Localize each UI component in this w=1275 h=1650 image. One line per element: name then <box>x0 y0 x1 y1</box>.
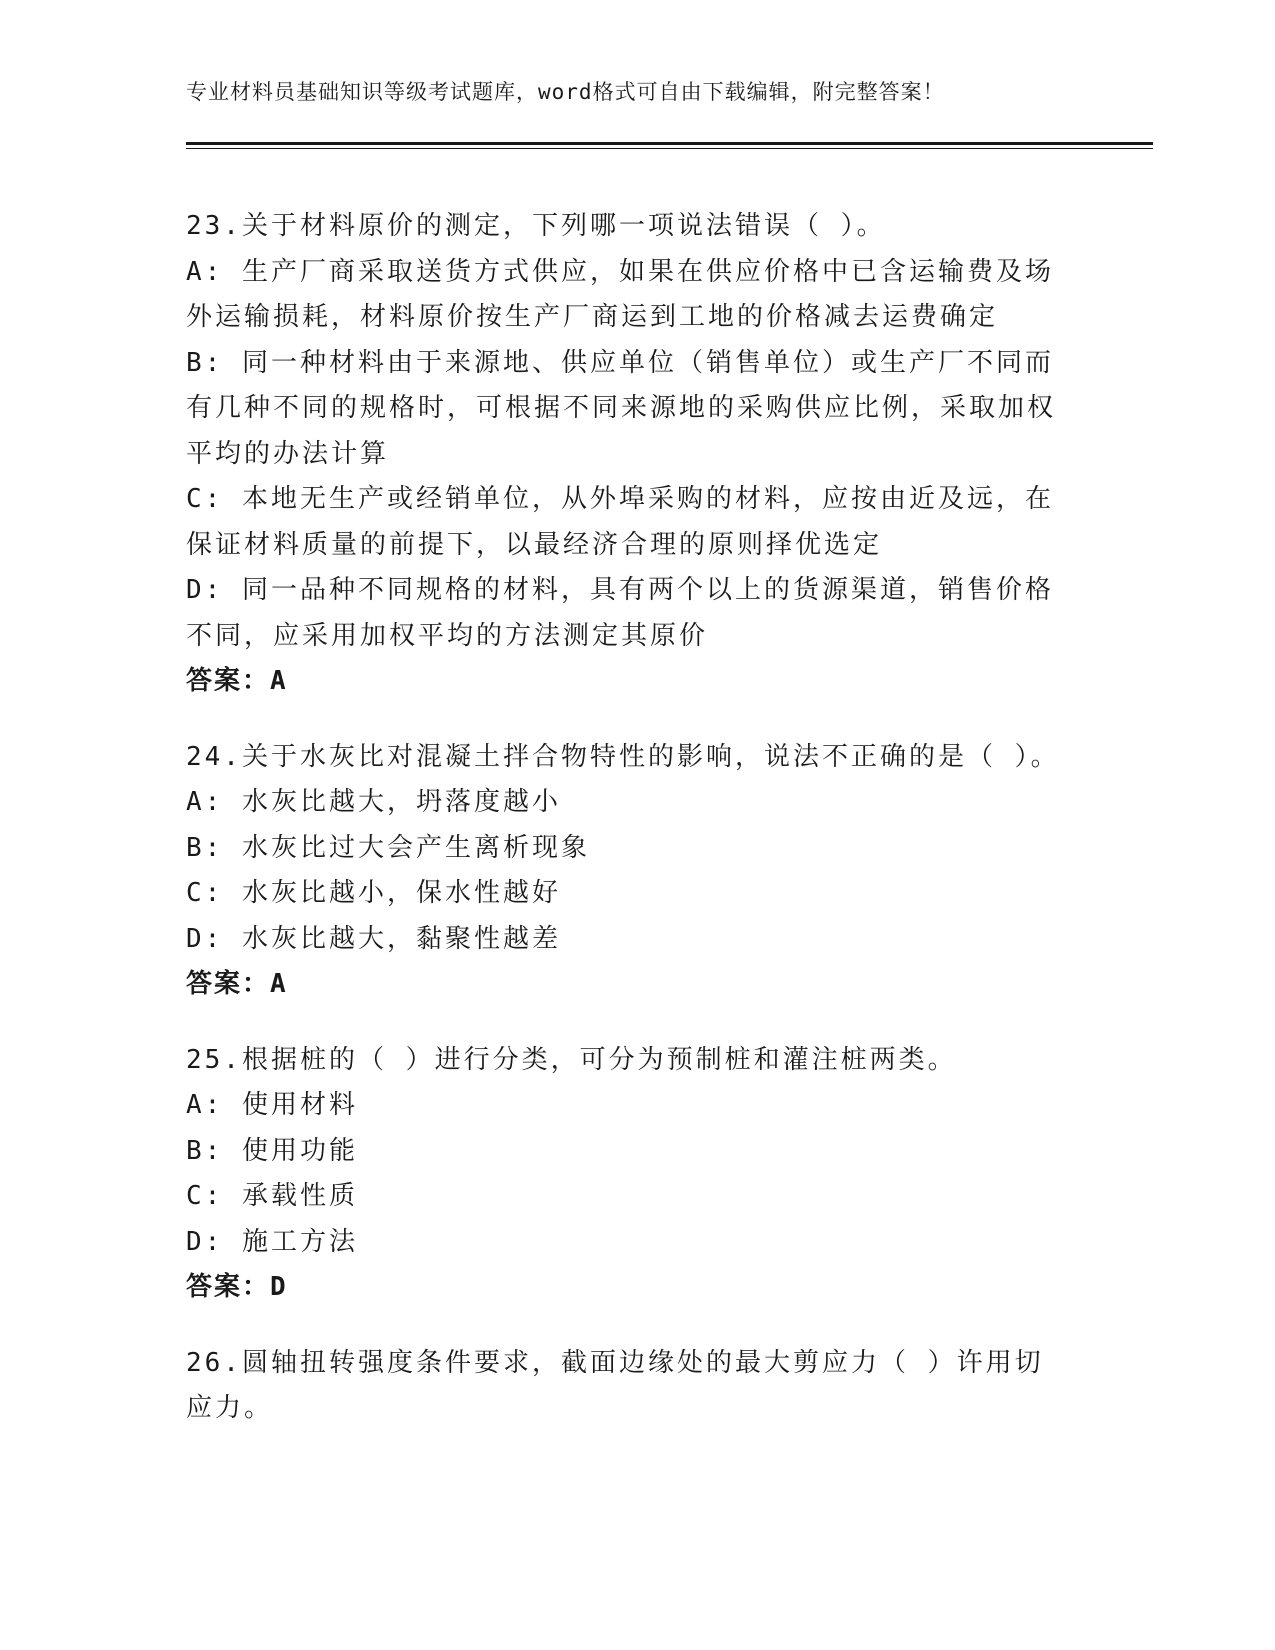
question-list <box>186 204 1066 1462</box>
answer-label: 答案： <box>186 969 271 999</box>
answer-label: 答案： <box>186 666 271 696</box>
option-a: A: 使用材料 <box>186 1090 358 1120</box>
answer-value: A <box>270 969 288 999</box>
answer-value: A <box>270 666 288 696</box>
header-divider-thin <box>186 148 1153 149</box>
question-26 <box>186 1341 1066 1432</box>
header-divider-thick <box>186 142 1153 145</box>
answer-value: D <box>270 1272 288 1302</box>
option-b: B: 同一种材料由于来源地、供应单位（销售单位）或生产厂不同而有几种不同的规格时，可根据不同来源地的采购供应比例，采取加权平均的办法计算 <box>186 347 1057 469</box>
answer-line <box>186 962 1066 1008</box>
document-header: 专业材料员基础知识等级考试题库，word格式可自由下载编辑，附完整答案！ <box>186 80 945 104</box>
question-stem: 26.圆轴扭转强度条件要求，截面边缘处的最大剪应力（ ）许用切应力。 <box>186 1347 1044 1423</box>
answer-label: 答案： <box>186 1272 271 1302</box>
answer-line <box>186 659 1066 705</box>
option-b: B: 使用功能 <box>186 1135 358 1166</box>
question-stem: 25.根据桩的（ ）进行分类，可分为预制桩和灌注桩两类。 <box>186 1044 957 1075</box>
question-stem: 24.关于水灰比对混凝土拌合物特性的影响，说法不正确的是（ ）。 <box>186 741 1060 772</box>
answer-line <box>186 1265 1066 1311</box>
option-c: C: 本地无生产或经销单位，从外埠采购的材料，应按由近及远，在保证材料质量的前提下，以最经济合理的原则择优选定 <box>186 484 1054 560</box>
question-stem: 23.关于材料原价的测定，下列哪一项说法错误（ ）。 <box>186 211 886 241</box>
option-a: A: 生产厂商采取送货方式供应，如果在供应价格中已含运输费及场外运输损耗，材料原价按生产厂商运到工地的价格减去运费确定 <box>186 256 1054 332</box>
option-d: D: 同一品种不同规格的材料，具有两个以上的货源渠道，销售价格不同，应采用加权平均的方法测定其原价 <box>186 575 1054 651</box>
option-a: A: 水灰比越大，坍落度越小 <box>186 787 561 817</box>
question-23 <box>186 204 1066 705</box>
question-25 <box>186 1038 1066 1311</box>
option-b: B: 水灰比过大会产生离析现象 <box>186 832 590 863</box>
option-d: D: 施工方法 <box>186 1226 358 1257</box>
option-c: C: 水灰比越小，保水性越好 <box>186 878 561 908</box>
question-24 <box>186 735 1066 1008</box>
option-c: C: 承载性质 <box>186 1181 358 1211</box>
option-d: D: 水灰比越大，黏聚性越差 <box>186 923 561 954</box>
